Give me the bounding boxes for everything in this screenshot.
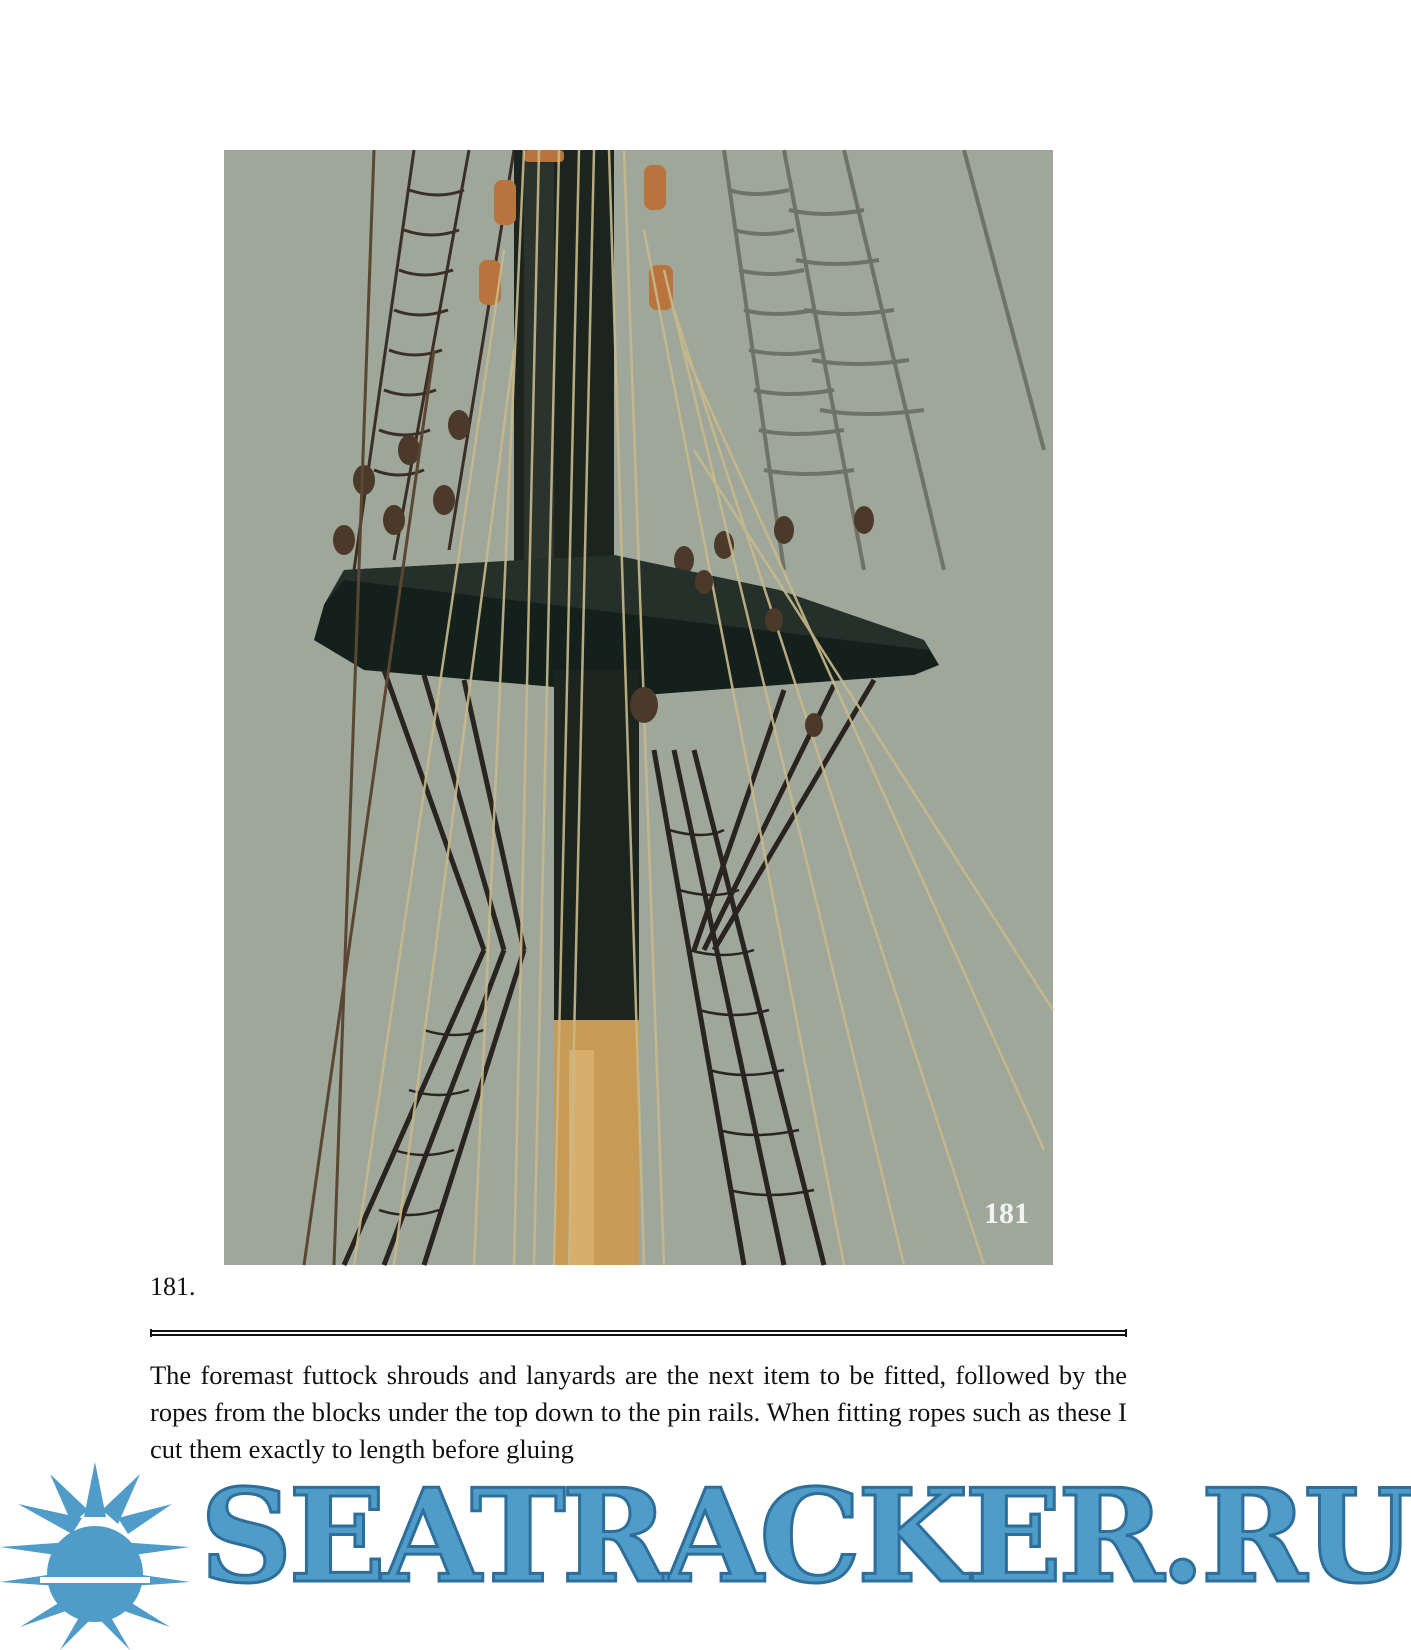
body-paragraph: The foremast futtock shrouds and lanyards are the next item to be fitted, followed by the ropes from the blocks under the top down to the pin rails. When fitting ropes such as these I cut them exactly to length before gluing	[150, 1360, 1127, 1464]
foremast-top-illustration	[224, 150, 1053, 1265]
watermark-text: SEATRACKER.RU	[200, 1462, 1411, 1612]
figure-caption: 181.	[150, 1272, 196, 1301]
sun-icon	[0, 1462, 200, 1650]
divider-rule	[150, 1330, 1127, 1336]
figure-number-label: 181	[984, 1197, 1029, 1230]
model-ship-photo	[224, 150, 1053, 1265]
